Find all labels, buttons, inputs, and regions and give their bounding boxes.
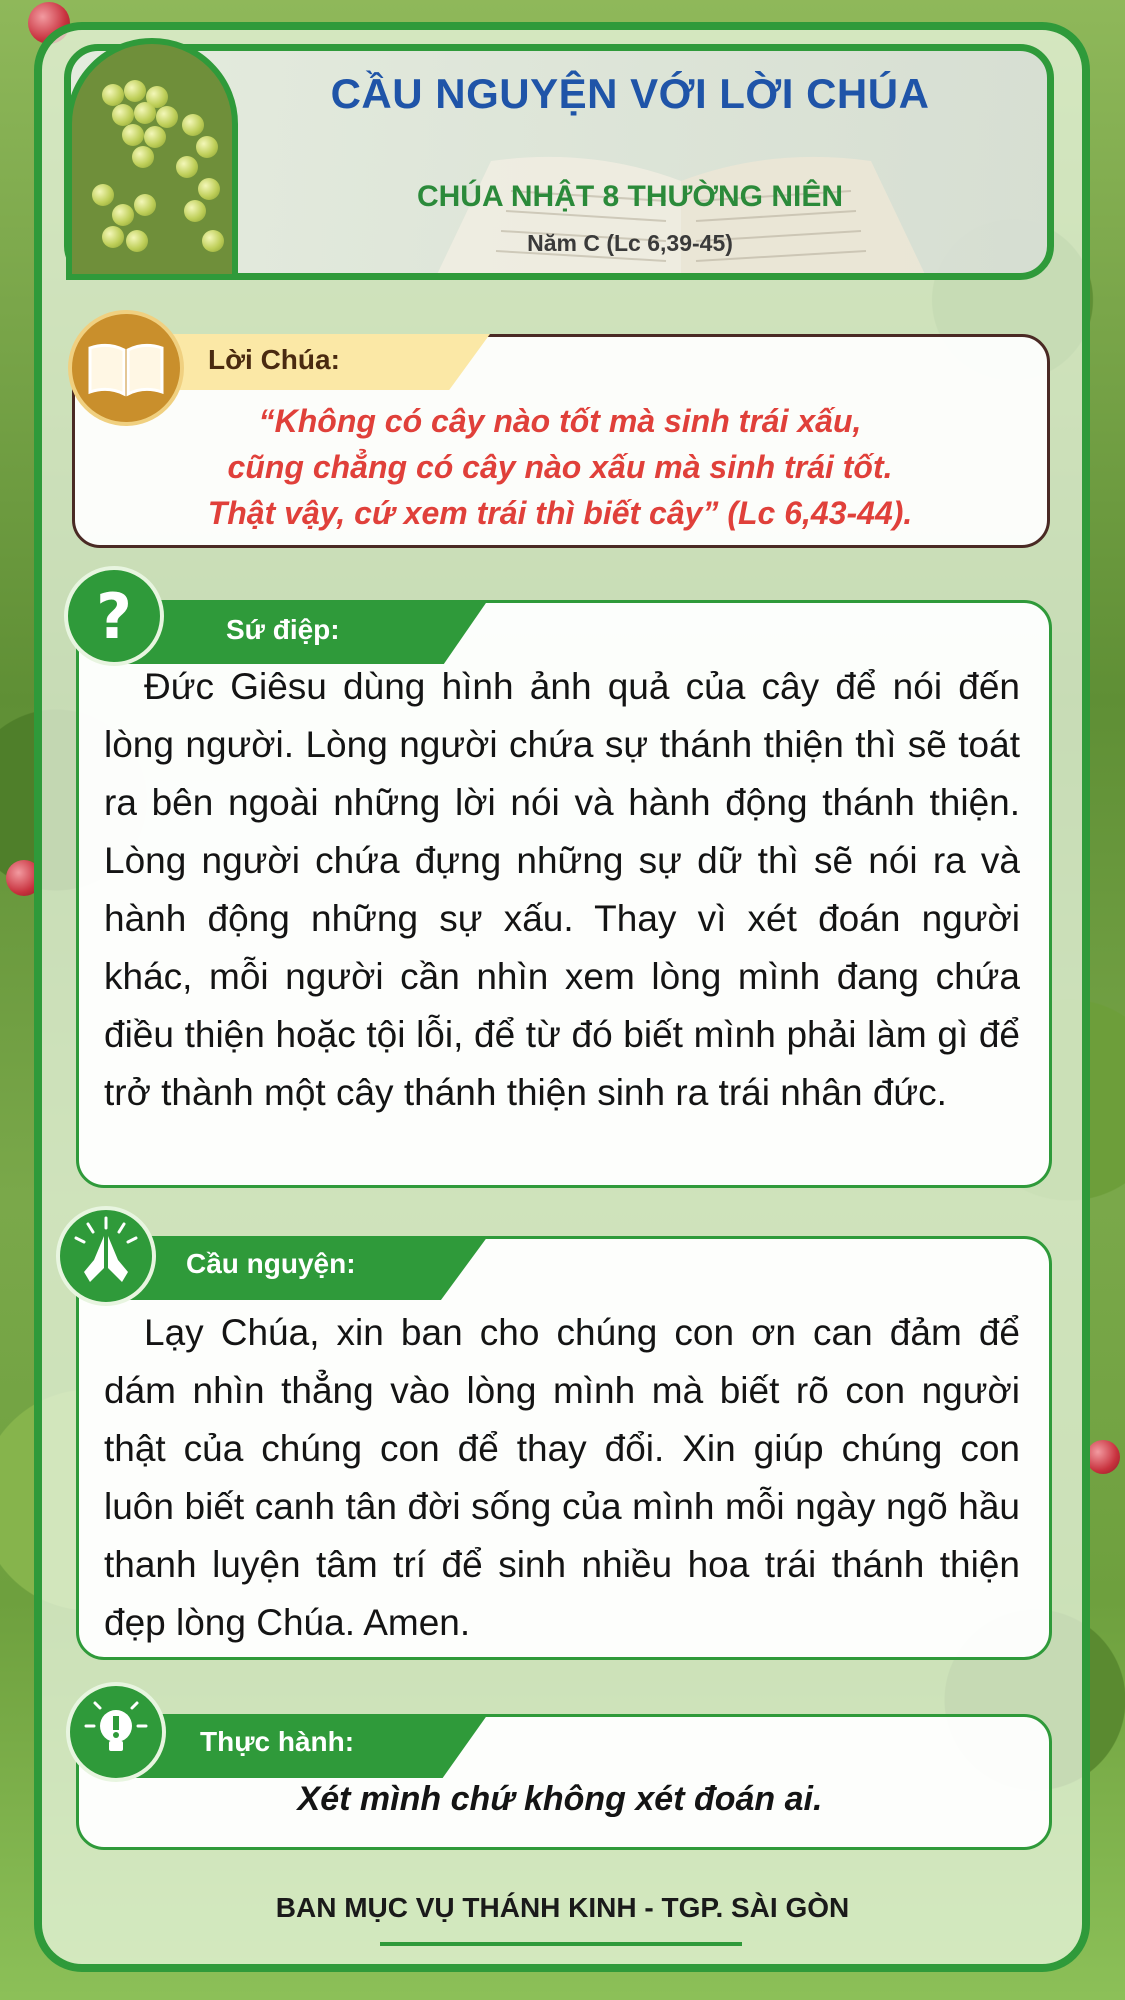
scripture-line: Thật vậy, cứ xem trái thì biết cây” (Lc 6,43-44).: [207, 495, 913, 531]
scripture-quote: [100, 398, 1020, 536]
sunday-title: CHÚA NHẬT 8 THƯỜNG NIÊN: [416, 180, 844, 213]
grapes-illustration: [66, 38, 238, 280]
page-title: CẦU NGUYỆN VỚI LỜI CHÚA: [330, 70, 930, 117]
scripture-line: cũng chẳng có cây nào xấu mà sinh trái tốt.: [227, 449, 893, 485]
footer-divider: [380, 1942, 742, 1946]
message-text: Đức Giêsu dùng hình ảnh quả của cây để nói đến lòng người. Lòng người chứa sự thánh thiện thì sẽ toát ra bên ngoài những lời nói và hành động thánh thiện. Lòng người chứa đựng những sự dữ thì sẽ nói ra và hành động những sự xấu. Thay vì xét đoán người khác, mỗi người cần nhìn xem lòng mình đang chứa điều thiện hoặc tội lỗi, để từ đó biết mình phải làm gì để trở thành một cây thánh thiện sinh ra trái nhân đức.: [104, 666, 1020, 1113]
message-label: Sứ điệp:: [226, 614, 340, 645]
lightbulb-icon: [66, 1682, 166, 1782]
word-of-god-label: Lời Chúa:: [208, 344, 340, 375]
scripture-line: “Không có cây nào tốt mà sinh trái xấu,: [258, 403, 862, 439]
apple-decoration: [1086, 1440, 1120, 1474]
praying-hands-icon: [56, 1206, 156, 1306]
question-icon: ?: [64, 566, 164, 666]
liturgical-year: Năm C (Lc 6,39-45): [527, 230, 733, 256]
practice-label: Thực hành:: [200, 1726, 355, 1757]
prayer-text: Lạy Chúa, xin ban cho chúng con ơn can đảm để dám nhìn thẳng vào lòng mình mà biết rõ con người thật của chúng con để thay đổi. Xin giúp chúng con luôn biết canh tân đời sống của mình mỗi ngày ngõ hầu thanh luyện tâm trí để sinh nhiều hoa trái thánh thiện đẹp lòng Chúa. Amen.: [104, 1312, 1020, 1643]
practice-text: Xét mình chứ không xét đoán ai.: [297, 1780, 823, 1818]
footer-credit: BAN MỤC VỤ THÁNH KINH - TGP. SÀI GÒN: [275, 1892, 850, 1923]
prayer-label: Cầu nguyện:: [186, 1248, 356, 1279]
